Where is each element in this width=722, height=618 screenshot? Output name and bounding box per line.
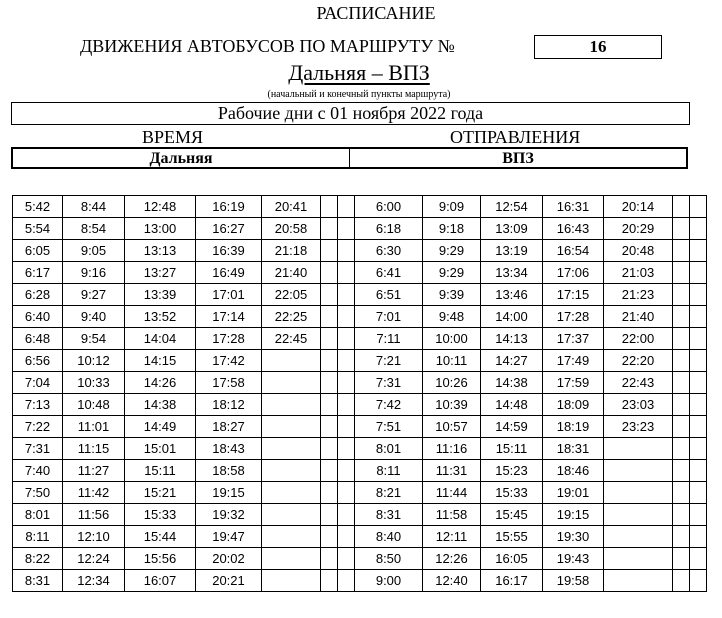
departure-dalnyaya-cell: 14:38	[125, 394, 196, 416]
empty-cell	[690, 548, 707, 570]
departure-vpz-cell: 12:26	[423, 548, 481, 570]
departure-vpz-cell: 15:23	[481, 460, 543, 482]
departure-dalnyaya-cell: 7:50	[13, 482, 63, 504]
empty-cell	[321, 548, 338, 570]
departure-dalnyaya-cell: 13:39	[125, 284, 196, 306]
departure-vpz-cell: 6:51	[355, 284, 423, 306]
departure-dalnyaya-cell: 10:48	[63, 394, 125, 416]
empty-cell	[321, 526, 338, 548]
empty-cell	[690, 218, 707, 240]
departure-dalnyaya-cell: 22:05	[262, 284, 321, 306]
empty-cell	[673, 482, 690, 504]
departure-dalnyaya-cell	[262, 372, 321, 394]
departure-vpz-cell: 9:39	[423, 284, 481, 306]
empty-cell	[321, 262, 338, 284]
departure-dalnyaya-cell	[262, 482, 321, 504]
empty-cell	[690, 372, 707, 394]
departure-vpz-cell: 10:57	[423, 416, 481, 438]
departure-vpz-cell: 9:18	[423, 218, 481, 240]
departure-dalnyaya-cell: 9:40	[63, 306, 125, 328]
departure-dalnyaya-cell: 15:21	[125, 482, 196, 504]
departure-vpz-cell: 9:09	[423, 196, 481, 218]
empty-cell	[673, 372, 690, 394]
departure-dalnyaya-cell: 12:24	[63, 548, 125, 570]
departure-vpz-cell: 6:41	[355, 262, 423, 284]
departure-dalnyaya-cell: 8:31	[13, 570, 63, 592]
departure-vpz-cell: 8:11	[355, 460, 423, 482]
departure-vpz-cell: 21:40	[604, 306, 673, 328]
empty-cell	[321, 306, 338, 328]
departure-vpz-cell: 17:28	[543, 306, 604, 328]
empty-cell	[690, 460, 707, 482]
empty-cell	[338, 240, 355, 262]
departure-vpz-cell: 17:15	[543, 284, 604, 306]
empty-cell	[673, 526, 690, 548]
departure-vpz-cell: 15:11	[481, 438, 543, 460]
empty-cell	[321, 438, 338, 460]
empty-cell	[673, 570, 690, 592]
departure-dalnyaya-cell: 15:33	[125, 504, 196, 526]
empty-cell	[690, 328, 707, 350]
departure-dalnyaya-cell: 15:44	[125, 526, 196, 548]
schedule-days: Рабочие дни с 01 ноября 2022 года	[11, 102, 690, 125]
departure-vpz-cell	[604, 548, 673, 570]
empty-cell	[673, 438, 690, 460]
empty-cell	[690, 306, 707, 328]
departure-vpz-cell: 22:00	[604, 328, 673, 350]
departure-dalnyaya-cell: 13:27	[125, 262, 196, 284]
departure-vpz-cell: 20:14	[604, 196, 673, 218]
departure-vpz-cell: 9:29	[423, 262, 481, 284]
departure-dalnyaya-cell	[262, 460, 321, 482]
departure-dalnyaya-cell: 8:01	[13, 504, 63, 526]
departure-vpz-cell: 8:01	[355, 438, 423, 460]
departure-dalnyaya-cell: 16:07	[125, 570, 196, 592]
departure-dalnyaya-cell: 7:04	[13, 372, 63, 394]
departure-dalnyaya-cell: 6:56	[13, 350, 63, 372]
departure-vpz-cell: 14:00	[481, 306, 543, 328]
departure-dalnyaya-cell: 13:52	[125, 306, 196, 328]
table-row	[13, 570, 707, 592]
departure-vpz-cell: 8:31	[355, 504, 423, 526]
empty-cell	[673, 350, 690, 372]
departure-vpz-cell: 17:59	[543, 372, 604, 394]
departure-dalnyaya-cell: 12:34	[63, 570, 125, 592]
empty-cell	[673, 548, 690, 570]
empty-cell	[338, 372, 355, 394]
table-row	[13, 350, 707, 372]
departure-vpz-cell	[604, 460, 673, 482]
departure-dalnyaya-cell: 11:27	[63, 460, 125, 482]
empty-cell	[338, 196, 355, 218]
empty-cell	[338, 482, 355, 504]
departure-vpz-cell: 10:39	[423, 394, 481, 416]
departure-vpz-cell: 17:37	[543, 328, 604, 350]
departure-vpz-cell: 15:33	[481, 482, 543, 504]
departure-vpz-cell: 16:05	[481, 548, 543, 570]
departure-dalnyaya-cell	[262, 438, 321, 460]
departure-vpz-cell: 19:58	[543, 570, 604, 592]
table-row	[13, 438, 707, 460]
departure-dalnyaya-cell: 18:12	[196, 394, 262, 416]
empty-cell	[690, 416, 707, 438]
empty-cell	[338, 438, 355, 460]
table-row	[13, 262, 707, 284]
empty-cell	[321, 196, 338, 218]
empty-cell	[321, 372, 338, 394]
empty-cell	[673, 218, 690, 240]
departure-vpz-cell: 11:31	[423, 460, 481, 482]
departure-vpz-cell: 7:01	[355, 306, 423, 328]
table-row	[13, 504, 707, 526]
empty-cell	[338, 416, 355, 438]
empty-cell	[321, 504, 338, 526]
departure-dalnyaya-cell: 19:47	[196, 526, 262, 548]
departure-dalnyaya-cell: 10:33	[63, 372, 125, 394]
departure-dalnyaya-cell: 9:16	[63, 262, 125, 284]
departure-vpz-cell: 19:15	[543, 504, 604, 526]
departure-dalnyaya-cell: 5:54	[13, 218, 63, 240]
departure-vpz-cell: 16:17	[481, 570, 543, 592]
departure-vpz-cell: 12:11	[423, 526, 481, 548]
empty-cell	[690, 438, 707, 460]
departure-dalnyaya-cell: 11:15	[63, 438, 125, 460]
departure-vpz-cell: 16:31	[543, 196, 604, 218]
departure-vpz-cell: 20:48	[604, 240, 673, 262]
departure-dalnyaya-cell	[262, 504, 321, 526]
departure-vpz-cell: 12:54	[481, 196, 543, 218]
empty-cell	[690, 262, 707, 284]
empty-cell	[690, 240, 707, 262]
empty-cell	[673, 328, 690, 350]
table-row	[13, 416, 707, 438]
departure-dalnyaya-cell: 17:14	[196, 306, 262, 328]
departure-vpz-cell: 10:11	[423, 350, 481, 372]
departure-vpz-cell: 11:44	[423, 482, 481, 504]
empty-cell	[338, 504, 355, 526]
departure-vpz-cell: 14:27	[481, 350, 543, 372]
empty-cell	[338, 548, 355, 570]
stop-to-label: ВПЗ	[502, 150, 534, 167]
empty-cell	[690, 504, 707, 526]
empty-cell	[338, 306, 355, 328]
departure-vpz-cell: 19:43	[543, 548, 604, 570]
empty-cell	[321, 394, 338, 416]
departure-vpz-cell: 7:42	[355, 394, 423, 416]
empty-cell	[338, 328, 355, 350]
departure-dalnyaya-cell: 22:25	[262, 306, 321, 328]
departure-vpz-cell: 17:06	[543, 262, 604, 284]
table-row	[13, 394, 707, 416]
departure-dalnyaya-cell: 6:17	[13, 262, 63, 284]
departure-dalnyaya-cell: 14:49	[125, 416, 196, 438]
departure-dalnyaya-cell: 22:45	[262, 328, 321, 350]
table-row	[13, 526, 707, 548]
departure-vpz-cell: 16:54	[543, 240, 604, 262]
departure-vpz-cell: 13:46	[481, 284, 543, 306]
departure-vpz-cell: 22:20	[604, 350, 673, 372]
departure-dalnyaya-cell: 7:40	[13, 460, 63, 482]
empty-cell	[690, 526, 707, 548]
page-title: РАСПИСАНИЕ	[316, 3, 436, 23]
departure-vpz-cell: 8:21	[355, 482, 423, 504]
departure-vpz-cell: 9:29	[423, 240, 481, 262]
departure-dalnyaya-cell: 5:42	[13, 196, 63, 218]
departure-dalnyaya-cell: 16:39	[196, 240, 262, 262]
departure-vpz-cell: 20:29	[604, 218, 673, 240]
departure-vpz-cell: 17:49	[543, 350, 604, 372]
empty-cell	[690, 394, 707, 416]
departure-dalnyaya-cell: 14:04	[125, 328, 196, 350]
table-row	[13, 482, 707, 504]
departure-dalnyaya-cell: 15:56	[125, 548, 196, 570]
departure-vpz-cell: 18:46	[543, 460, 604, 482]
departure-dalnyaya-cell: 11:42	[63, 482, 125, 504]
departure-vpz-cell	[604, 504, 673, 526]
departure-vpz-cell: 7:21	[355, 350, 423, 372]
departure-dalnyaya-cell: 15:11	[125, 460, 196, 482]
departure-vpz-cell: 9:00	[355, 570, 423, 592]
departure-vpz-cell: 6:30	[355, 240, 423, 262]
departure-dalnyaya-cell	[262, 394, 321, 416]
empty-cell	[338, 526, 355, 548]
departure-dalnyaya-cell: 11:01	[63, 416, 125, 438]
departure-vpz-cell: 15:55	[481, 526, 543, 548]
table-row	[13, 196, 707, 218]
departure-vpz-cell: 13:34	[481, 262, 543, 284]
label-time: ВРЕМЯ	[142, 127, 204, 147]
departure-dalnyaya-cell: 14:15	[125, 350, 196, 372]
departure-vpz-cell: 22:43	[604, 372, 673, 394]
departure-vpz-cell: 12:40	[423, 570, 481, 592]
empty-cell	[338, 570, 355, 592]
departure-vpz-cell: 16:43	[543, 218, 604, 240]
page-subtitle: ДВИЖЕНИЯ АВТОБУСОВ ПО МАРШРУТУ №	[80, 36, 455, 56]
departure-vpz-cell: 18:19	[543, 416, 604, 438]
departure-dalnyaya-cell: 6:40	[13, 306, 63, 328]
departure-vpz-cell: 8:40	[355, 526, 423, 548]
departure-vpz-cell: 18:09	[543, 394, 604, 416]
departure-dalnyaya-cell: 17:58	[196, 372, 262, 394]
departure-dalnyaya-cell: 7:22	[13, 416, 63, 438]
empty-cell	[321, 240, 338, 262]
empty-cell	[673, 284, 690, 306]
departure-dalnyaya-cell: 15:01	[125, 438, 196, 460]
departure-dalnyaya-cell: 12:10	[63, 526, 125, 548]
departure-vpz-cell: 18:31	[543, 438, 604, 460]
departure-dalnyaya-cell: 14:26	[125, 372, 196, 394]
departure-dalnyaya-cell: 18:27	[196, 416, 262, 438]
departure-vpz-cell: 23:03	[604, 394, 673, 416]
departure-dalnyaya-cell: 19:15	[196, 482, 262, 504]
route-note: (начальный и конечный пункты маршрута)	[267, 89, 451, 100]
departure-dalnyaya-cell: 17:01	[196, 284, 262, 306]
table-row	[13, 372, 707, 394]
departure-dalnyaya-cell: 7:31	[13, 438, 63, 460]
schedule-table	[12, 195, 707, 592]
departure-vpz-cell: 21:23	[604, 284, 673, 306]
departure-dalnyaya-cell: 18:43	[196, 438, 262, 460]
empty-cell	[321, 416, 338, 438]
schedule-body	[13, 196, 707, 592]
departure-dalnyaya-cell: 20:58	[262, 218, 321, 240]
departure-vpz-cell: 19:30	[543, 526, 604, 548]
table-row	[13, 218, 707, 240]
departure-dalnyaya-cell: 9:27	[63, 284, 125, 306]
departure-vpz-cell: 21:03	[604, 262, 673, 284]
departure-dalnyaya-cell: 8:11	[13, 526, 63, 548]
table-row	[13, 460, 707, 482]
departure-vpz-cell	[604, 570, 673, 592]
empty-cell	[321, 350, 338, 372]
empty-cell	[673, 306, 690, 328]
departure-dalnyaya-cell: 10:12	[63, 350, 125, 372]
departure-vpz-cell: 13:19	[481, 240, 543, 262]
departure-dalnyaya-cell: 11:56	[63, 504, 125, 526]
departure-dalnyaya-cell: 17:42	[196, 350, 262, 372]
departure-dalnyaya-cell: 21:18	[262, 240, 321, 262]
departure-dalnyaya-cell	[262, 350, 321, 372]
departure-dalnyaya-cell: 9:05	[63, 240, 125, 262]
route-name-text: Дальняя – ВПЗ	[288, 60, 430, 85]
route-number: 16	[534, 35, 662, 59]
empty-cell	[338, 460, 355, 482]
departure-dalnyaya-cell: 8:54	[63, 218, 125, 240]
departure-dalnyaya-cell: 20:41	[262, 196, 321, 218]
empty-cell	[321, 460, 338, 482]
departure-vpz-cell: 13:09	[481, 218, 543, 240]
departure-vpz-cell: 7:51	[355, 416, 423, 438]
table-row	[13, 284, 707, 306]
departure-dalnyaya-cell: 6:28	[13, 284, 63, 306]
table-row	[13, 328, 707, 350]
route-name	[0, 60, 718, 86]
departure-dalnyaya-cell: 21:40	[262, 262, 321, 284]
departure-vpz-cell: 8:50	[355, 548, 423, 570]
empty-cell	[673, 262, 690, 284]
departure-dalnyaya-cell	[262, 570, 321, 592]
departure-vpz-cell: 9:48	[423, 306, 481, 328]
departure-dalnyaya-cell: 18:58	[196, 460, 262, 482]
departure-vpz-cell: 14:48	[481, 394, 543, 416]
departure-dalnyaya-cell: 19:32	[196, 504, 262, 526]
departure-dalnyaya-cell: 13:13	[125, 240, 196, 262]
departure-dalnyaya-cell: 9:54	[63, 328, 125, 350]
departure-dalnyaya-cell: 16:49	[196, 262, 262, 284]
stop-from-label: Дальняя	[13, 149, 350, 167]
departure-vpz-cell: 14:38	[481, 372, 543, 394]
empty-cell	[673, 394, 690, 416]
empty-cell	[690, 482, 707, 504]
empty-cell	[690, 350, 707, 372]
departure-vpz-cell: 11:58	[423, 504, 481, 526]
empty-cell	[338, 262, 355, 284]
departure-vpz-cell: 7:11	[355, 328, 423, 350]
departure-dalnyaya-cell: 20:21	[196, 570, 262, 592]
departure-vpz-cell: 7:31	[355, 372, 423, 394]
departure-dalnyaya-cell: 17:28	[196, 328, 262, 350]
table-row	[13, 240, 707, 262]
empty-cell	[338, 284, 355, 306]
departure-dalnyaya-cell: 6:48	[13, 328, 63, 350]
departure-dalnyaya-cell: 8:44	[63, 196, 125, 218]
departure-vpz-cell	[604, 526, 673, 548]
departure-dalnyaya-cell: 6:05	[13, 240, 63, 262]
empty-cell	[321, 482, 338, 504]
departure-vpz-cell: 10:26	[423, 372, 481, 394]
departure-vpz-cell: 10:00	[423, 328, 481, 350]
empty-cell	[338, 394, 355, 416]
direction-header	[11, 147, 688, 169]
empty-cell	[338, 350, 355, 372]
departure-vpz-cell: 6:00	[355, 196, 423, 218]
label-departure: ОТПРАВЛЕНИЯ	[450, 127, 581, 147]
table-row	[13, 306, 707, 328]
empty-cell	[690, 570, 707, 592]
departure-dalnyaya-cell: 16:27	[196, 218, 262, 240]
empty-cell	[321, 328, 338, 350]
departure-vpz-cell: 14:13	[481, 328, 543, 350]
departure-dalnyaya-cell: 7:13	[13, 394, 63, 416]
empty-cell	[690, 284, 707, 306]
departure-dalnyaya-cell: 12:48	[125, 196, 196, 218]
departure-dalnyaya-cell	[262, 526, 321, 548]
empty-cell	[673, 416, 690, 438]
empty-cell	[673, 240, 690, 262]
empty-cell	[321, 284, 338, 306]
empty-cell	[321, 570, 338, 592]
departure-vpz-cell: 19:01	[543, 482, 604, 504]
empty-cell	[690, 196, 707, 218]
departure-dalnyaya-cell	[262, 548, 321, 570]
departure-dalnyaya-cell: 20:02	[196, 548, 262, 570]
table-row	[13, 548, 707, 570]
empty-cell	[673, 196, 690, 218]
departure-dalnyaya-cell: 16:19	[196, 196, 262, 218]
departure-vpz-cell: 23:23	[604, 416, 673, 438]
departure-dalnyaya-cell: 8:22	[13, 548, 63, 570]
empty-cell	[673, 460, 690, 482]
departure-vpz-cell: 11:16	[423, 438, 481, 460]
departure-dalnyaya-cell: 13:00	[125, 218, 196, 240]
departure-vpz-cell: 15:45	[481, 504, 543, 526]
departure-dalnyaya-cell	[262, 416, 321, 438]
departure-vpz-cell: 14:59	[481, 416, 543, 438]
departure-vpz-cell	[604, 482, 673, 504]
empty-cell	[321, 218, 338, 240]
empty-cell	[338, 218, 355, 240]
departure-vpz-cell: 6:18	[355, 218, 423, 240]
departure-vpz-cell	[604, 438, 673, 460]
empty-cell	[673, 504, 690, 526]
